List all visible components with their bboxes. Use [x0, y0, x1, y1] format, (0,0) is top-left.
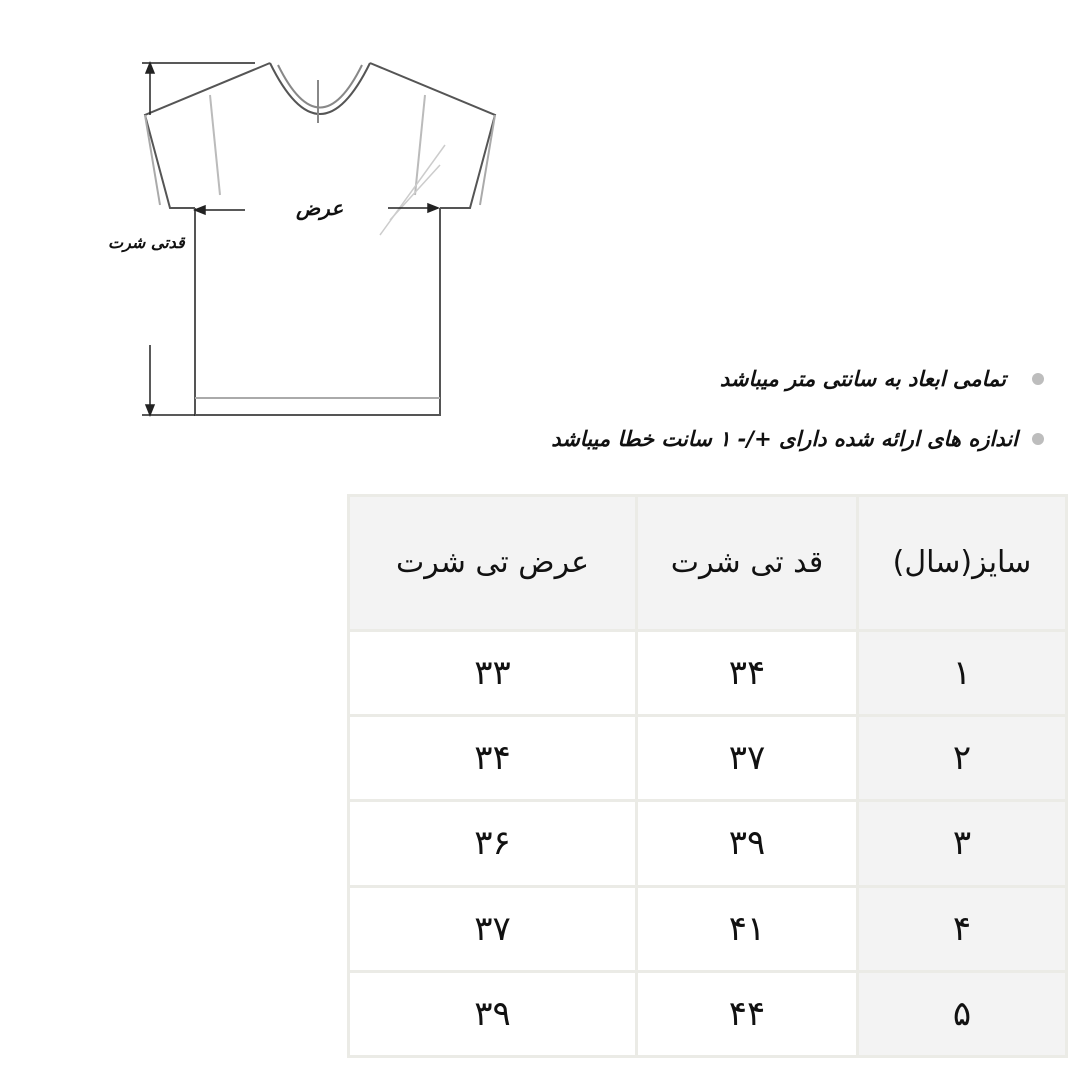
header-length: قد تی شرت	[637, 496, 858, 631]
note-item	[551, 420, 1044, 458]
table-row	[349, 716, 1067, 801]
table-row	[349, 630, 1067, 715]
bullet-icon	[1032, 373, 1044, 385]
cell-width: ۳۹	[349, 971, 637, 1056]
cell-size: ۳	[858, 801, 1067, 886]
note-item	[551, 360, 1044, 398]
size-table	[347, 494, 1068, 1058]
width-label: عرض	[296, 196, 344, 220]
cell-size: ۱	[858, 630, 1067, 715]
note-text: تمامی ابعاد به سانتی متر میباشد	[719, 367, 1006, 391]
cell-size: ۴	[858, 886, 1067, 971]
cell-size: ۵	[858, 971, 1067, 1056]
cell-length: ۳۴	[637, 630, 858, 715]
table-header-row	[349, 496, 1067, 631]
cell-size: ۲	[858, 716, 1067, 801]
cell-length: ۴۴	[637, 971, 858, 1056]
notes-list	[551, 360, 1044, 480]
tshirt-diagram	[100, 55, 520, 425]
length-label: قدتی شرت	[108, 233, 185, 252]
cell-width: ۳۳	[349, 630, 637, 715]
cell-width: ۳۶	[349, 801, 637, 886]
header-size: سایز(سال)	[858, 496, 1067, 631]
cell-width: ۳۷	[349, 886, 637, 971]
table-row	[349, 971, 1067, 1056]
table-row	[349, 886, 1067, 971]
note-text: اندازه های ارائه شده دارای +/- ۱ سانت خطا میباشد	[551, 427, 1018, 451]
header-width: عرض تی شرت	[349, 496, 637, 631]
cell-width: ۳۴	[349, 716, 637, 801]
bullet-icon	[1032, 433, 1044, 445]
cell-length: ۴۱	[637, 886, 858, 971]
table-row	[349, 801, 1067, 886]
cell-length: ۳۷	[637, 716, 858, 801]
cell-length: ۳۹	[637, 801, 858, 886]
